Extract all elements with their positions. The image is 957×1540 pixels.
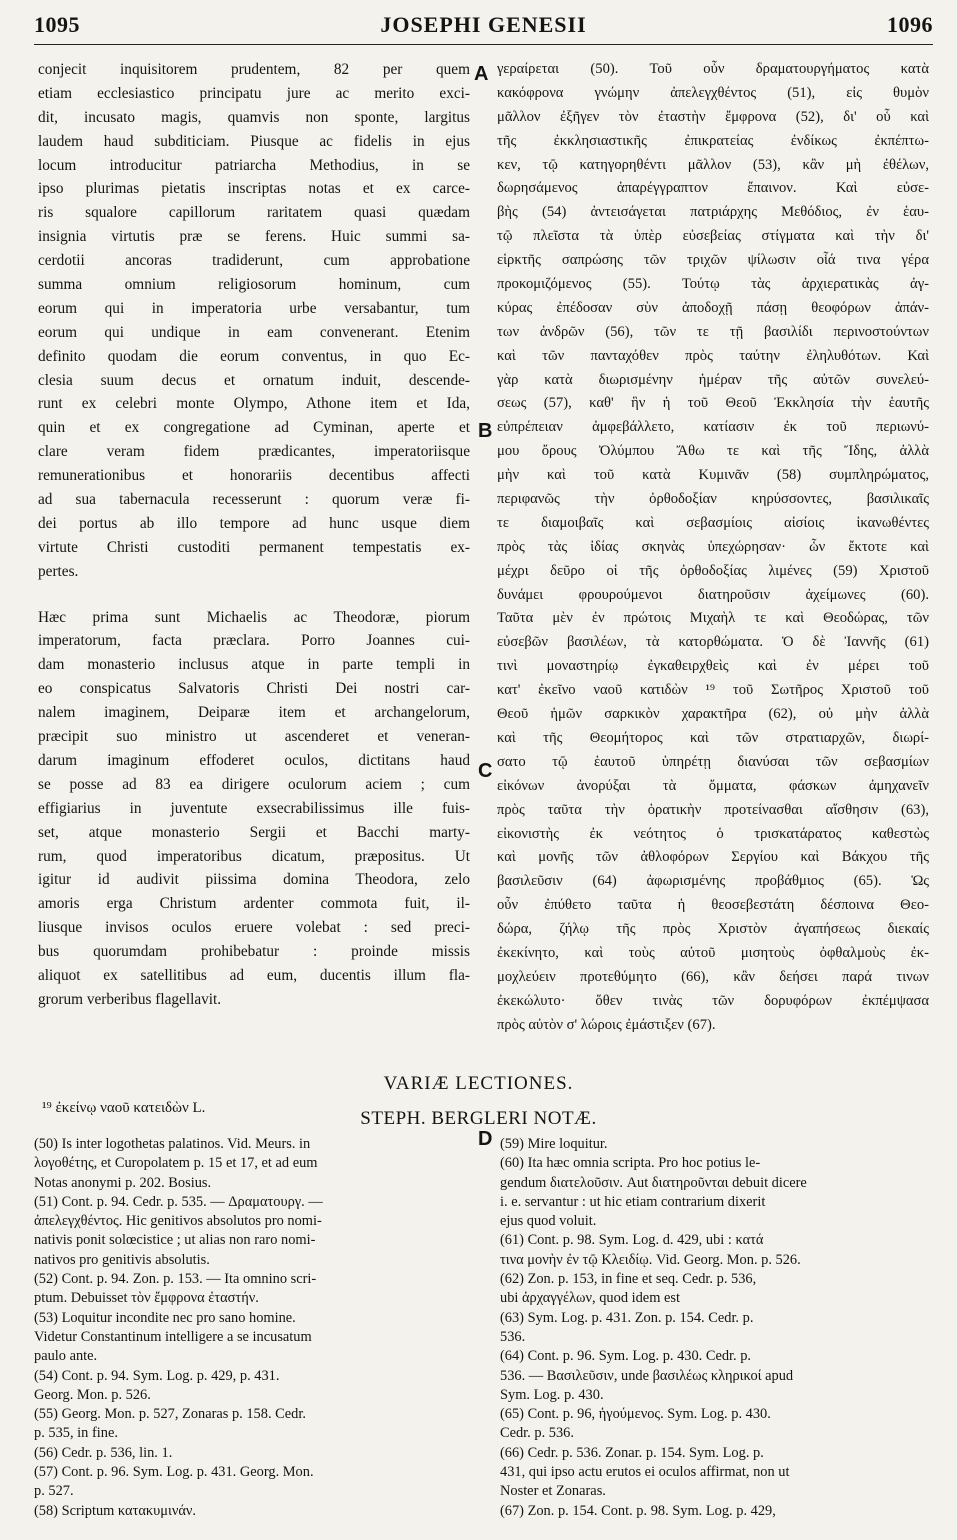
page-number-left: 1095 <box>34 12 80 37</box>
latin-text-line: laudem haud subditiciam. Piusque ac fidelis in ejus <box>38 132 470 150</box>
latin-text-line: Hæc prima sunt Michaelis ac Theodoræ, piorum <box>38 608 470 626</box>
latin-text-line: etiam ecclesiastico principatu jure ac merito exci- <box>38 84 470 102</box>
note-line: (67) Zon. p. 154. Cont. p. 98. Sym. Log. p. 429, <box>500 1502 776 1519</box>
greek-text-line: τῷ πλεῖστα τὰ ὑπὲρ εὐσεβείας στίγματα καὶ τὴν δι' <box>497 228 929 245</box>
greek-text-line: τε διαμοιβαῖς καὶ σεβασμίοις αἰσίοις ἱκανωθέντες <box>497 514 929 531</box>
note-line: (65) Cont. p. 96, ἡγούμενος. Sym. Log. p. 430. <box>500 1406 771 1423</box>
note-line: (56) Cedr. p. 536, lin. 1. <box>34 1444 173 1461</box>
latin-text-line: quin et ex congregatione ad Cyminan, aperte et <box>38 419 470 437</box>
greek-text-line: δωρησάμενος ἀπαρέγγραπτον ἔπαινον. Καὶ εὐσε- <box>497 180 929 197</box>
greek-column <box>497 58 929 1038</box>
greek-text-line: Θεοῦ ἡμῶν σαρκικὸν χαρακτῆρα (62), οὐ μὴν ἀλλὰ <box>497 706 929 723</box>
latin-text-line: clesia suum decus et ornatum induit, descende- <box>38 371 470 389</box>
latin-text-line: cerdotii ancoras tradiderunt, cum approbatione <box>38 252 470 270</box>
latin-text-line: liusque invisos oculos eruere volebat : sed preci- <box>38 919 470 937</box>
greek-text-line: προκομιζόμενος (55). Τούτῳ τὰς ἀρχιερατικὰς ἀγ- <box>497 276 929 293</box>
greek-text-line: σατο τῷ ἑαυτοῦ ὑπηρέτῃ διανύσαι τῶν σεβασμίων <box>497 753 929 770</box>
greek-text-line: τινὶ μοναστηρίῳ ἐγκαθειρχθεὶς καὶ ἐν μέρει τοῦ <box>497 658 929 675</box>
notes-left-column <box>34 1135 474 1521</box>
note-line: nativos pro genitivis absolutis. <box>34 1251 210 1268</box>
note-line: ejus quod voluit. <box>500 1213 597 1230</box>
variae-lectiones-item: ¹⁹ ἐκείνῳ ναοῦ κατειδὼν L. <box>42 1100 206 1116</box>
page-number-right: 1096 <box>887 12 933 37</box>
note-line: Noster et Zonaras. <box>500 1483 606 1500</box>
latin-text-line: grorum verberibus flagellavit. <box>38 990 222 1008</box>
greek-text-line: βασιλεῦσιν (64) ἀφωρισμένης προβάθμιος (65). Ὡς <box>497 873 929 890</box>
note-line: Videtur Constantinum intelligere a se incusatum <box>34 1328 312 1345</box>
greek-text-line: των ἀνδρῶν (56), τῶν τε τῇ βασιλίδι περινοστούντων <box>497 323 929 340</box>
note-line: paulo ante. <box>34 1348 98 1365</box>
latin-text-line: virtute Christi custoditi permanent tempestatis ex- <box>38 538 470 556</box>
greek-text-line: εἰκονιστὴς ἐκ νεότητος ὁ τρισκατάρατος καθεστὼς <box>497 825 929 842</box>
greek-text-line: καὶ τῶν πανταχόθεν πρὸς ταύτην ἐληλυθότων. Καὶ <box>497 347 929 364</box>
greek-text-line: μέχρι δεῦρο οἱ τῆς ὀρθοδοξίας λιμένες (59) Χριστοῦ <box>497 562 929 579</box>
latin-column <box>38 58 470 1012</box>
greek-text-line: εὐπρέπειαν ἀμφεβάλλετο, κατίασιν ἐκ τοῦ περιωνύ- <box>497 419 929 436</box>
latin-text-line: ad sua tabernacula recesserunt : quorum veræ fi- <box>38 491 470 509</box>
greek-text-line: κατ' ἐκεῖνο ναοῦ κατιδὼν ¹⁹ τοῦ Σωτῆρος Χριστοῦ τοῦ <box>497 682 929 699</box>
note-line: (58) Scriptum κατακυμινάν. <box>34 1502 197 1519</box>
note-line: gendum διατελοῦσιν. Aut διατηροῦνται debuit dicere <box>500 1174 807 1191</box>
latin-text-line: eorum qui undique in eam convenerant. Etenim <box>38 323 470 341</box>
latin-text-line: amoris erga Christum ardenter commota fuit, il- <box>38 895 470 913</box>
latin-text-line: eo conspicatus Salvatoris Christi Dei nostri car- <box>38 680 470 698</box>
greek-text-line: Ταῦτα μὲν ἐν πρώτοις Μιχαὴλ τε καὶ Θεοδώρας, τῶν <box>497 610 929 627</box>
greek-text-line: μου ὄρους Ὀλύμπου Ἄθω τε καὶ τῆς Ἴδης, ἀλλὰ <box>497 443 929 460</box>
latin-text-line: set, atque monasterio Sergii et Bacchi marty- <box>38 823 470 841</box>
note-line: Sym. Log. p. 430. <box>500 1386 604 1403</box>
greek-text-line: εἱρκτῆς σαπρώσης τῶν τριχῶν ψίλωσιν οἷά τινα γέρα <box>497 252 929 269</box>
latin-text-line: se posse ad 83 ea dirigere oculorum aciem ; cum <box>38 775 470 793</box>
latin-text-line: nalem imaginem, Deiparæ item et archangelorum, <box>38 704 470 722</box>
note-line: (57) Cont. p. 96. Sym. Log. p. 431. Georg. Mon. <box>34 1464 314 1481</box>
latin-text-line: rum, quod imperatoribus dicatum, præpositus. Ut <box>38 847 470 865</box>
latin-text-line: imperatorum, facta præclara. Porro Joannes cui- <box>38 632 470 650</box>
greek-text-line: πρὸς αὐτὸν σ' λώροις ἐμάστιξεν (67). <box>497 1016 716 1033</box>
note-line: (59) Mire loquitur. <box>500 1136 608 1152</box>
note-line: λογοθέτης, et Curopolatem p. 15 et 17, et ad eum <box>34 1155 318 1172</box>
latin-text-line: bus quorumdam prohibebatur : proinde missis <box>38 943 470 961</box>
latin-text-line: dam monasterio inclusus atque in parte templi in <box>38 656 470 674</box>
note-line: 431, qui ipso actu erutos ei oculos affirmat, non ut <box>500 1464 790 1481</box>
latin-text-line: insignia virtutis præ se ferens. Huic summi sa- <box>38 228 470 246</box>
latin-text-line: aliquot ex satellitibus ad eum, ducentis illum fla- <box>38 966 470 984</box>
note-line: ubi ἀρχαγγέλων, quod idem est <box>500 1290 680 1307</box>
paragraph-gap <box>38 584 470 606</box>
note-line: (61) Cont. p. 98. Sym. Log. d. 429, ubi : κατά <box>500 1232 764 1249</box>
note-line: nativis ponit solœcistice ; ut alias non raro nomi- <box>34 1232 316 1249</box>
note-line: 536. — Βασιλεῦσιν, unde βασιλέως κληρικοί apud <box>500 1367 794 1384</box>
greek-text-line: τῆς ἐκκλησιαστικῆς ἐπικρατείας ἐνδίκως ἐκπέπτω- <box>497 132 929 149</box>
note-line: Cedr. p. 536. <box>500 1425 574 1442</box>
latin-text-line: igitur id audivit piissima domina Theodora, zelo <box>38 871 470 889</box>
greek-text-line: καὶ τῆς Θεομήτορος καὶ τῶν στρατιαρχῶν, διωρί- <box>497 729 929 746</box>
latin-text-line: ipso plurimas pietatis inscriptas notas et ex carce- <box>38 180 470 198</box>
greek-text-line: μοχλεύειν προτεθύμητο (66), κἂν δεήσει παρά τινων <box>497 968 929 985</box>
greek-text-line: περιφανῶς τὴν ὀρθοδοξίαν κηρύσσοντες, βασιλικαῖς <box>497 491 929 508</box>
latin-text-line: locum introducitur patriarcha Methodius, in se <box>38 156 470 174</box>
greek-text-line: δώρα, ζήλῳ τῆς πρὸς Χριστὸν ἀγαπήσεως διεκαίς <box>497 921 929 938</box>
greek-text-line: καὶ μονῆς τῶν ἀθλοφόρων Σεργίου καὶ Βάκχου τῆς <box>497 849 929 866</box>
note-line: (63) Sym. Log. p. 431. Zon. p. 154. Cedr. p. <box>500 1309 754 1326</box>
greek-text-line: πρὸς ταῦτα τὴν ὁρατικὴν προτείνασθαι αἴσθησιν (63), <box>497 801 929 818</box>
note-line: τινα μονὴν ἐν τῷ Κλειδίῳ. Vid. Georg. Mon. p. 526. <box>500 1251 801 1268</box>
latin-text-line: summa omnium religiosorum hominum, cum <box>38 276 470 294</box>
latin-text-line: pertes. <box>38 562 79 580</box>
note-line: (62) Zon. p. 153, in fine et seq. Cedr. p. 536, <box>500 1271 757 1288</box>
section-marker-b: B <box>478 420 493 442</box>
latin-text-line: conjecit inquisitorem prudentem, 82 per quem <box>38 61 470 78</box>
latin-text-line: runt ex celebri monte Olympo, Athone item et Ida, <box>38 395 470 413</box>
greek-text-line: γὰρ κατὰ διωρισμένην ἡμέραν τῆς αὐτῶν συνελεύ- <box>497 371 929 388</box>
note-line: ptum. Debuisset τὸν ἔμφρονα ἐταστήν. <box>34 1290 259 1307</box>
note-line: (51) Cont. p. 94. Cedr. p. 535. — Δραματουργ. — <box>34 1193 323 1210</box>
greek-text-line: κύρας ἐπέδοσαν σὺν ἀποδοχῇ πάσῃ θεοφόρων ἀπάν- <box>497 299 929 316</box>
section-marker-d: D <box>478 1128 493 1150</box>
variae-lectiones-heading: VARIÆ LECTIONES. <box>383 1073 574 1094</box>
note-line: Notas anonymi p. 202. Bosius. <box>34 1174 212 1191</box>
note-line: (53) Loquitur inconditе nec pro sano homine. <box>34 1309 296 1326</box>
latin-text-line: effigiarius in juventute exsecrabilissimus ille fuis- <box>38 799 470 817</box>
latin-text-line: eorum qui in imperatoria urbe versabantur, tum <box>38 299 470 317</box>
note-line: (55) Georg. Mon. p. 527, Zonaras p. 158. Cedr. <box>34 1406 306 1423</box>
latin-text-line: dei portus ab illo tempore ad hunc usque diem <box>38 514 470 532</box>
note-line: 536. <box>500 1328 526 1345</box>
greek-text-line: σεως (57), καθ' ἣν ἡ τοῦ Θεοῦ Ἐκκλησία τὴν ἑαυτῆς <box>497 395 929 412</box>
latin-text-line: remunerationibus et honorariis decentibus affecti <box>38 467 470 485</box>
note-line: (50) Is inter logothetas palatinos. Vid. Meurs. in <box>34 1136 311 1152</box>
running-title: JOSEPHI GENESII <box>380 12 587 37</box>
greek-text-line: βὴς (54) ἀντεισάγεται πατριάρχης Μεθόδιος, ἐν ἑαυ- <box>497 204 929 221</box>
latin-text-line: dit, incusato magis, quamvis non sponte, largitus <box>38 108 470 126</box>
greek-text-line: πρὸς τὰς ἰδίας σκηνὰς ὑπεχώρησαν· ὧν ἔκτοτε καὶ <box>497 538 929 555</box>
greek-text-line: δυνάμει φρουρούμενοι διατηροῦσιν ἀχείμωνες (60). <box>497 586 929 603</box>
latin-text-line: ris squalore capillorum raritatem quasi quædam <box>38 204 470 222</box>
greek-text-line: γεραίρεται (50). Τοῦ οὖν δραματουργήματος κατὰ <box>497 61 929 77</box>
greek-text-line: μᾶλλον ἐξῆγεν τὸν ἐταστὴν ἔμφρονα (52), δι' οὗ καὶ <box>497 108 929 125</box>
running-header <box>34 8 933 45</box>
greek-text-line: οὖν ἐπύθετο ταῦτα ἡ θεοσεβεστάτη δέσποινα Θεο- <box>497 897 929 914</box>
note-line: ἀπελεγχθέντος. Hic genitivos absolutos pro nomi- <box>34 1213 322 1230</box>
note-line: p. 535, in fine. <box>34 1425 118 1442</box>
note-line: i. e. servantur : ut hic etiam contrarium dixerit <box>500 1193 766 1210</box>
notes-right-column <box>500 1135 930 1521</box>
note-line: (60) Ita hæc omnia scripta. Pro hoc potius le- <box>500 1155 761 1172</box>
note-line: Georg. Mon. p. 526. <box>34 1386 151 1403</box>
latin-text-line: definito quodam die eorum conventus, in quo Ec- <box>38 347 470 365</box>
greek-text-line: μὴν καὶ τοῦ κατὰ Κυμινᾶν (58) συμπληρώματος, <box>497 467 929 484</box>
note-line: (66) Cedr. p. 536. Zonar. p. 154. Sym. Log. p. <box>500 1444 764 1461</box>
note-line: p. 527. <box>34 1483 74 1500</box>
greek-text-line: ἐκεκώλυτο· ὅθεν τινὰς τῶν δορυφόρων ἐκπέμψασα <box>497 992 929 1009</box>
latin-text-line: præcipit suo ministro ut ascenderet et veneran- <box>38 728 470 746</box>
greek-text-line: κακόφρονα γνώμην ἀπελεγχθέντος (51), εἰς θυμὸν <box>497 84 929 101</box>
note-line: (54) Cont. p. 94. Sym. Log. p. 429, p. 431. <box>34 1367 280 1384</box>
latin-text-line: clare veram fidem prædicantes, imperatoriisque <box>38 443 470 461</box>
note-line: (52) Cont. p. 94. Zon. p. 153. — Ita omnino scri- <box>34 1271 317 1288</box>
latin-text-line: darum imaginum effoderet oculos, dictitans haud <box>38 751 470 769</box>
section-marker-a: A <box>474 63 489 85</box>
notes-heading: STEPH. BERGLERI NOTÆ. <box>360 1108 597 1129</box>
greek-text-line: εἰκόνων ἀνορύξαι τὰ ὄμματα, φάσκων ἀμηχανεῖν <box>497 777 929 794</box>
note-line: (64) Cont. p. 96. Sym. Log. p. 430. Cedr. p. <box>500 1348 752 1365</box>
greek-text-line: εὐσεβῶν βασιλέων, τὰ κατορθώματα. Ὁ δὲ Ἰαννῆς (61) <box>497 634 929 651</box>
section-marker-c: C <box>478 760 493 782</box>
greek-text-line: κεν, τῷ κατηγορηθέντι μᾶλλον (53), κἂν μὴ ἐθέλων, <box>497 156 929 173</box>
greek-text-line: ἐκεκίνητο, καὶ τοὺς αὐτοῦ μισητοὺς ὀφθαλμοὺς ἐκ- <box>497 944 929 961</box>
